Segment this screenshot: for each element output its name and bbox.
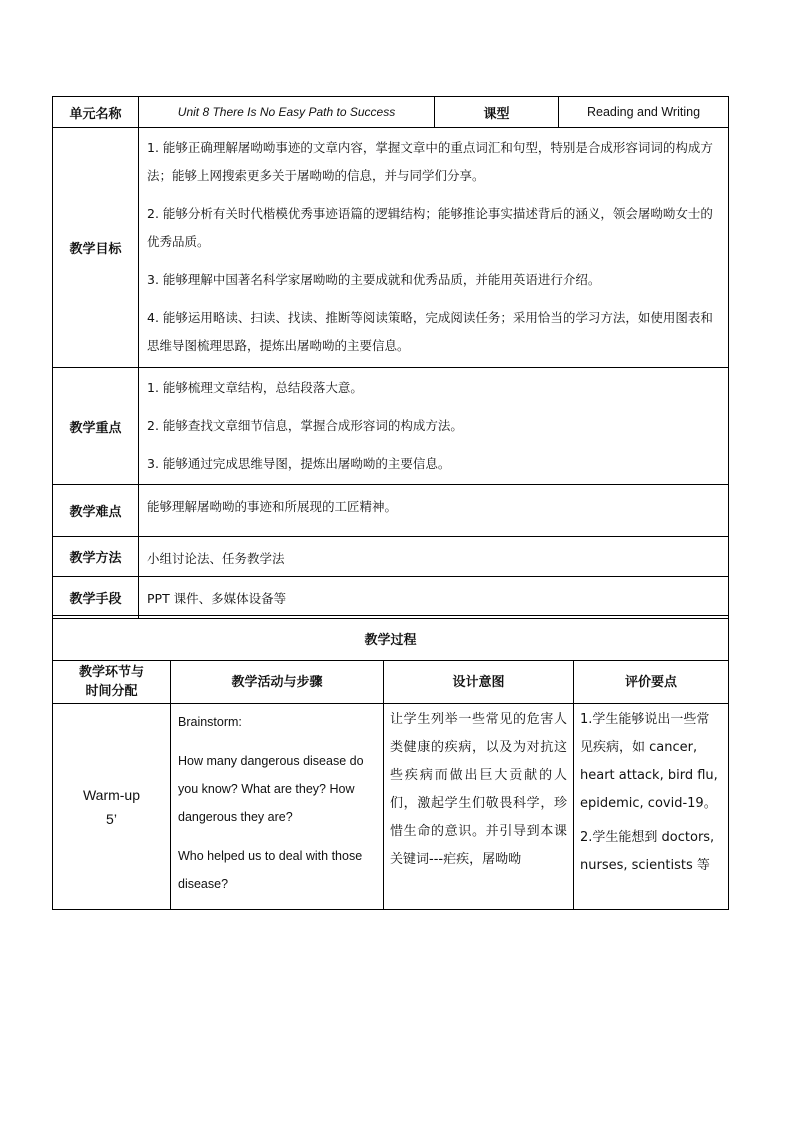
key-points-label: 教学重点 bbox=[53, 368, 139, 485]
col-header-activity: 教学活动与步骤 bbox=[171, 661, 384, 704]
intent-cell: 让学生列举一些常见的危害人类健康的疾病，以及为对抗这些疾病而做出巨大贡献的人们，激起学生们敬畏科学，珍惜生命的意识。并引导到本课关键词---疟疾，屠呦呦 bbox=[384, 704, 574, 910]
unit-value: Unit 8 There Is No Easy Path to Success bbox=[139, 97, 435, 128]
activity-cell bbox=[171, 704, 384, 910]
objective-item: 2. 能够分析有关时代楷模优秀事迹语篇的逻辑结构；能够推论事实描述背后的涵义，领会屠呦呦女士的优秀品质。 bbox=[147, 206, 713, 249]
col-header-stage-line1: 教学环节与 bbox=[78, 665, 144, 680]
tools-row bbox=[53, 577, 729, 619]
method-label: 教学方法 bbox=[53, 537, 139, 577]
objective-item: 4. 能够运用略读、扫读、找读、推断等阅读策略，完成阅读任务；采用恰当的学习方法，如使用图表和思维导图梳理思路，提炼出屠呦呦的主要信息。 bbox=[147, 310, 713, 353]
stage-time: 5’ bbox=[106, 810, 117, 827]
objectives-content bbox=[139, 128, 729, 368]
process-header-row bbox=[53, 661, 729, 704]
col-header-stage-line2: 时间分配 bbox=[85, 684, 138, 699]
unit-label: 单元名称 bbox=[53, 97, 139, 128]
unit-row bbox=[53, 97, 729, 128]
teaching-process-table bbox=[52, 615, 729, 910]
process-title: 教学过程 bbox=[53, 616, 729, 661]
difficulty-label: 教学难点 bbox=[53, 485, 139, 537]
col-header-eval: 评价要点 bbox=[574, 661, 729, 704]
lesson-type-label: 课型 bbox=[435, 97, 559, 128]
stage-name: Warm-up bbox=[82, 786, 141, 803]
key-point-item: 2. 能够查找文章细节信息，掌握合成形容词的构成方法。 bbox=[147, 418, 463, 433]
lesson-info-table bbox=[52, 96, 729, 619]
col-header-intent: 设计意图 bbox=[384, 661, 574, 704]
lesson-type-value: Reading and Writing bbox=[559, 97, 729, 128]
objective-item: 1. 能够正确理解屠呦呦事迹的文章内容，掌握文章中的重点词汇和句型，特别是合成形容词词的构成方法；能够上网搜索更多关于屠呦呦的信息，并与同学们分享。 bbox=[147, 140, 713, 183]
key-point-item: 3. 能够通过完成思维导图，提炼出屠呦呦的主要信息。 bbox=[147, 456, 451, 471]
activity-question: How many dangerous disease do you know? What are they? How dangerous they are? bbox=[178, 754, 364, 824]
tools-value: PPT 课件、多媒体设备等 bbox=[139, 577, 729, 619]
activity-title: Brainstorm: bbox=[178, 715, 242, 729]
objective-item: 3. 能够理解中国著名科学家屠呦呦的主要成就和优秀品质，并能用英语进行介绍。 bbox=[147, 272, 601, 287]
eval-point: 2.学生能想到 doctors, nurses, scientists 等 bbox=[580, 830, 715, 873]
col-header-stage bbox=[53, 661, 171, 704]
key-points-content bbox=[139, 368, 729, 485]
process-row bbox=[53, 704, 729, 910]
stage-cell bbox=[53, 704, 171, 910]
difficulty-row bbox=[53, 485, 729, 537]
method-row bbox=[53, 537, 729, 577]
process-title-row bbox=[53, 616, 729, 661]
objectives-label: 教学目标 bbox=[53, 128, 139, 368]
eval-cell bbox=[574, 704, 729, 910]
key-points-row bbox=[53, 368, 729, 485]
eval-point: 1.学生能够说出一些常见疾病，如 cancer, heart attack, bird flu, epidemic, covid-19。 bbox=[580, 712, 718, 811]
activity-question: Who helped us to deal with those disease? bbox=[178, 849, 363, 891]
tools-label: 教学手段 bbox=[53, 577, 139, 619]
difficulty-value: 能够理解屠呦呦的事迹和所展现的工匠精神。 bbox=[139, 485, 729, 537]
key-point-item: 1. 能够梳理文章结构，总结段落大意。 bbox=[147, 380, 363, 395]
objectives-row bbox=[53, 128, 729, 368]
method-value: 小组讨论法、任务教学法 bbox=[139, 537, 729, 577]
